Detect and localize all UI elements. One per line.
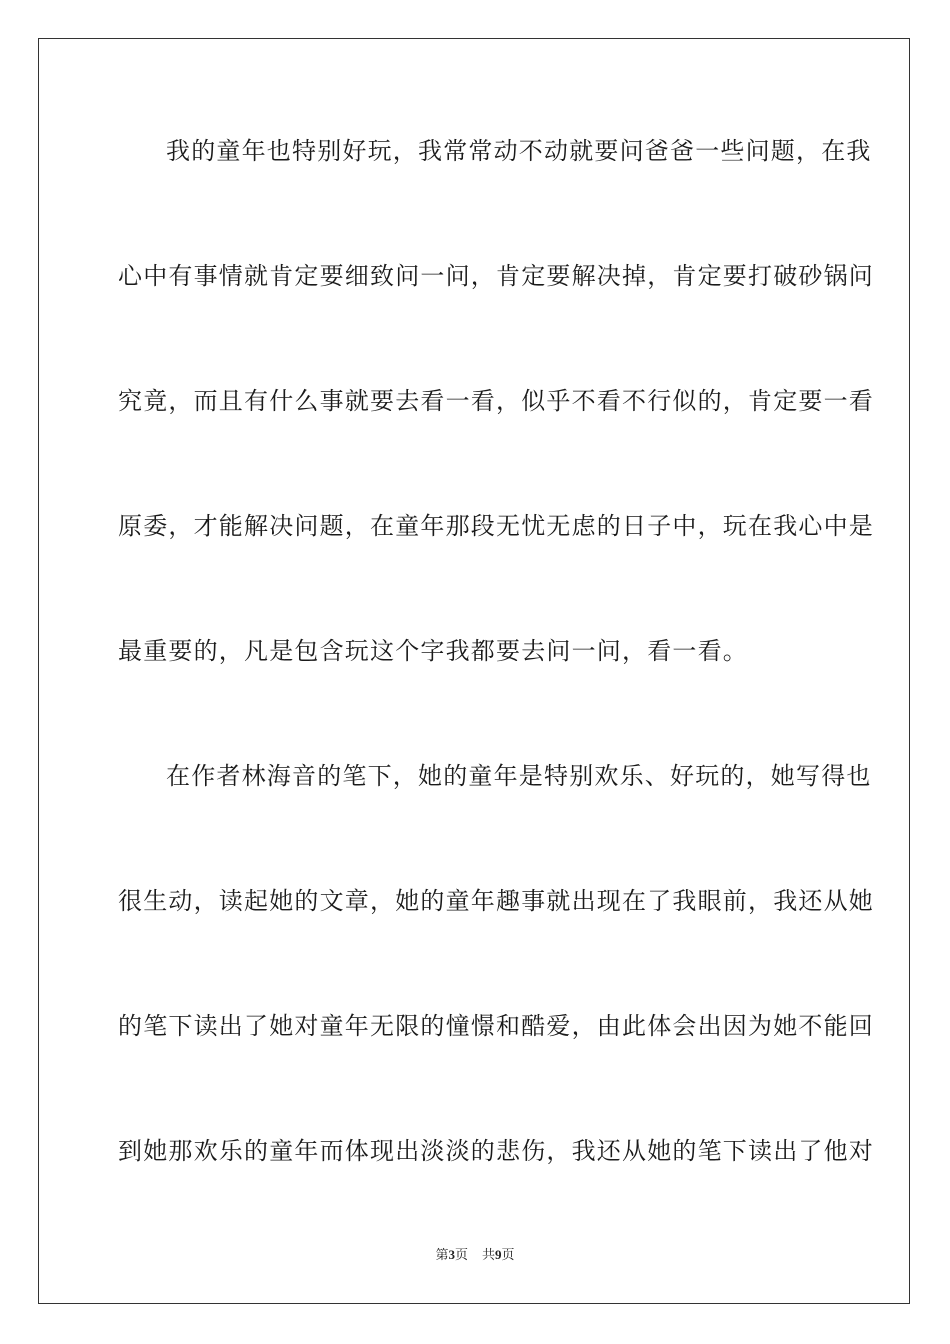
page-border	[38, 38, 910, 1304]
page-prefix: 第	[435, 1247, 449, 1262]
page-number: 3	[448, 1247, 455, 1262]
total-prefix: 共	[482, 1247, 496, 1262]
page-footer	[0, 1246, 950, 1264]
paragraph-1-line-5: 最重要的，凡是包含玩这个字我都要去问一问，看一看。	[118, 637, 748, 665]
total-suffix: 页	[501, 1247, 515, 1262]
paragraph-2-line-2: 很生动，读起她的文章，她的童年趣事就出现在了我眼前，我还从她	[118, 887, 874, 915]
paragraph-2-line-1: 在作者林海音的笔下，她的童年是特别欢乐、好玩的，她写得也	[166, 762, 872, 790]
total-pages: 9	[495, 1247, 502, 1262]
paragraph-1-line-2: 心中有事情就肯定要细致问一问，肯定要解决掉，肯定要打破砂锅问	[118, 262, 874, 290]
page-suffix: 页	[454, 1247, 468, 1262]
paragraph-1-line-4: 原委，才能解决问题，在童年那段无忧无虑的日子中，玩在我心中是	[118, 512, 874, 540]
paragraph-2-line-4: 到她那欢乐的童年而体现出淡淡的悲伤，我还从她的笔下读出了他对	[118, 1137, 874, 1165]
paragraph-2-line-3: 的笔下读出了她对童年无限的憧憬和酷爱，由此体会出因为她不能回	[118, 1012, 874, 1040]
paragraph-1-line-3: 究竟，而且有什么事就要去看一看，似乎不看不行似的，肯定要一看	[118, 387, 874, 415]
paragraph-1-line-1: 我的童年也特别好玩，我常常动不动就要问爸爸一些问题，在我	[166, 137, 872, 165]
